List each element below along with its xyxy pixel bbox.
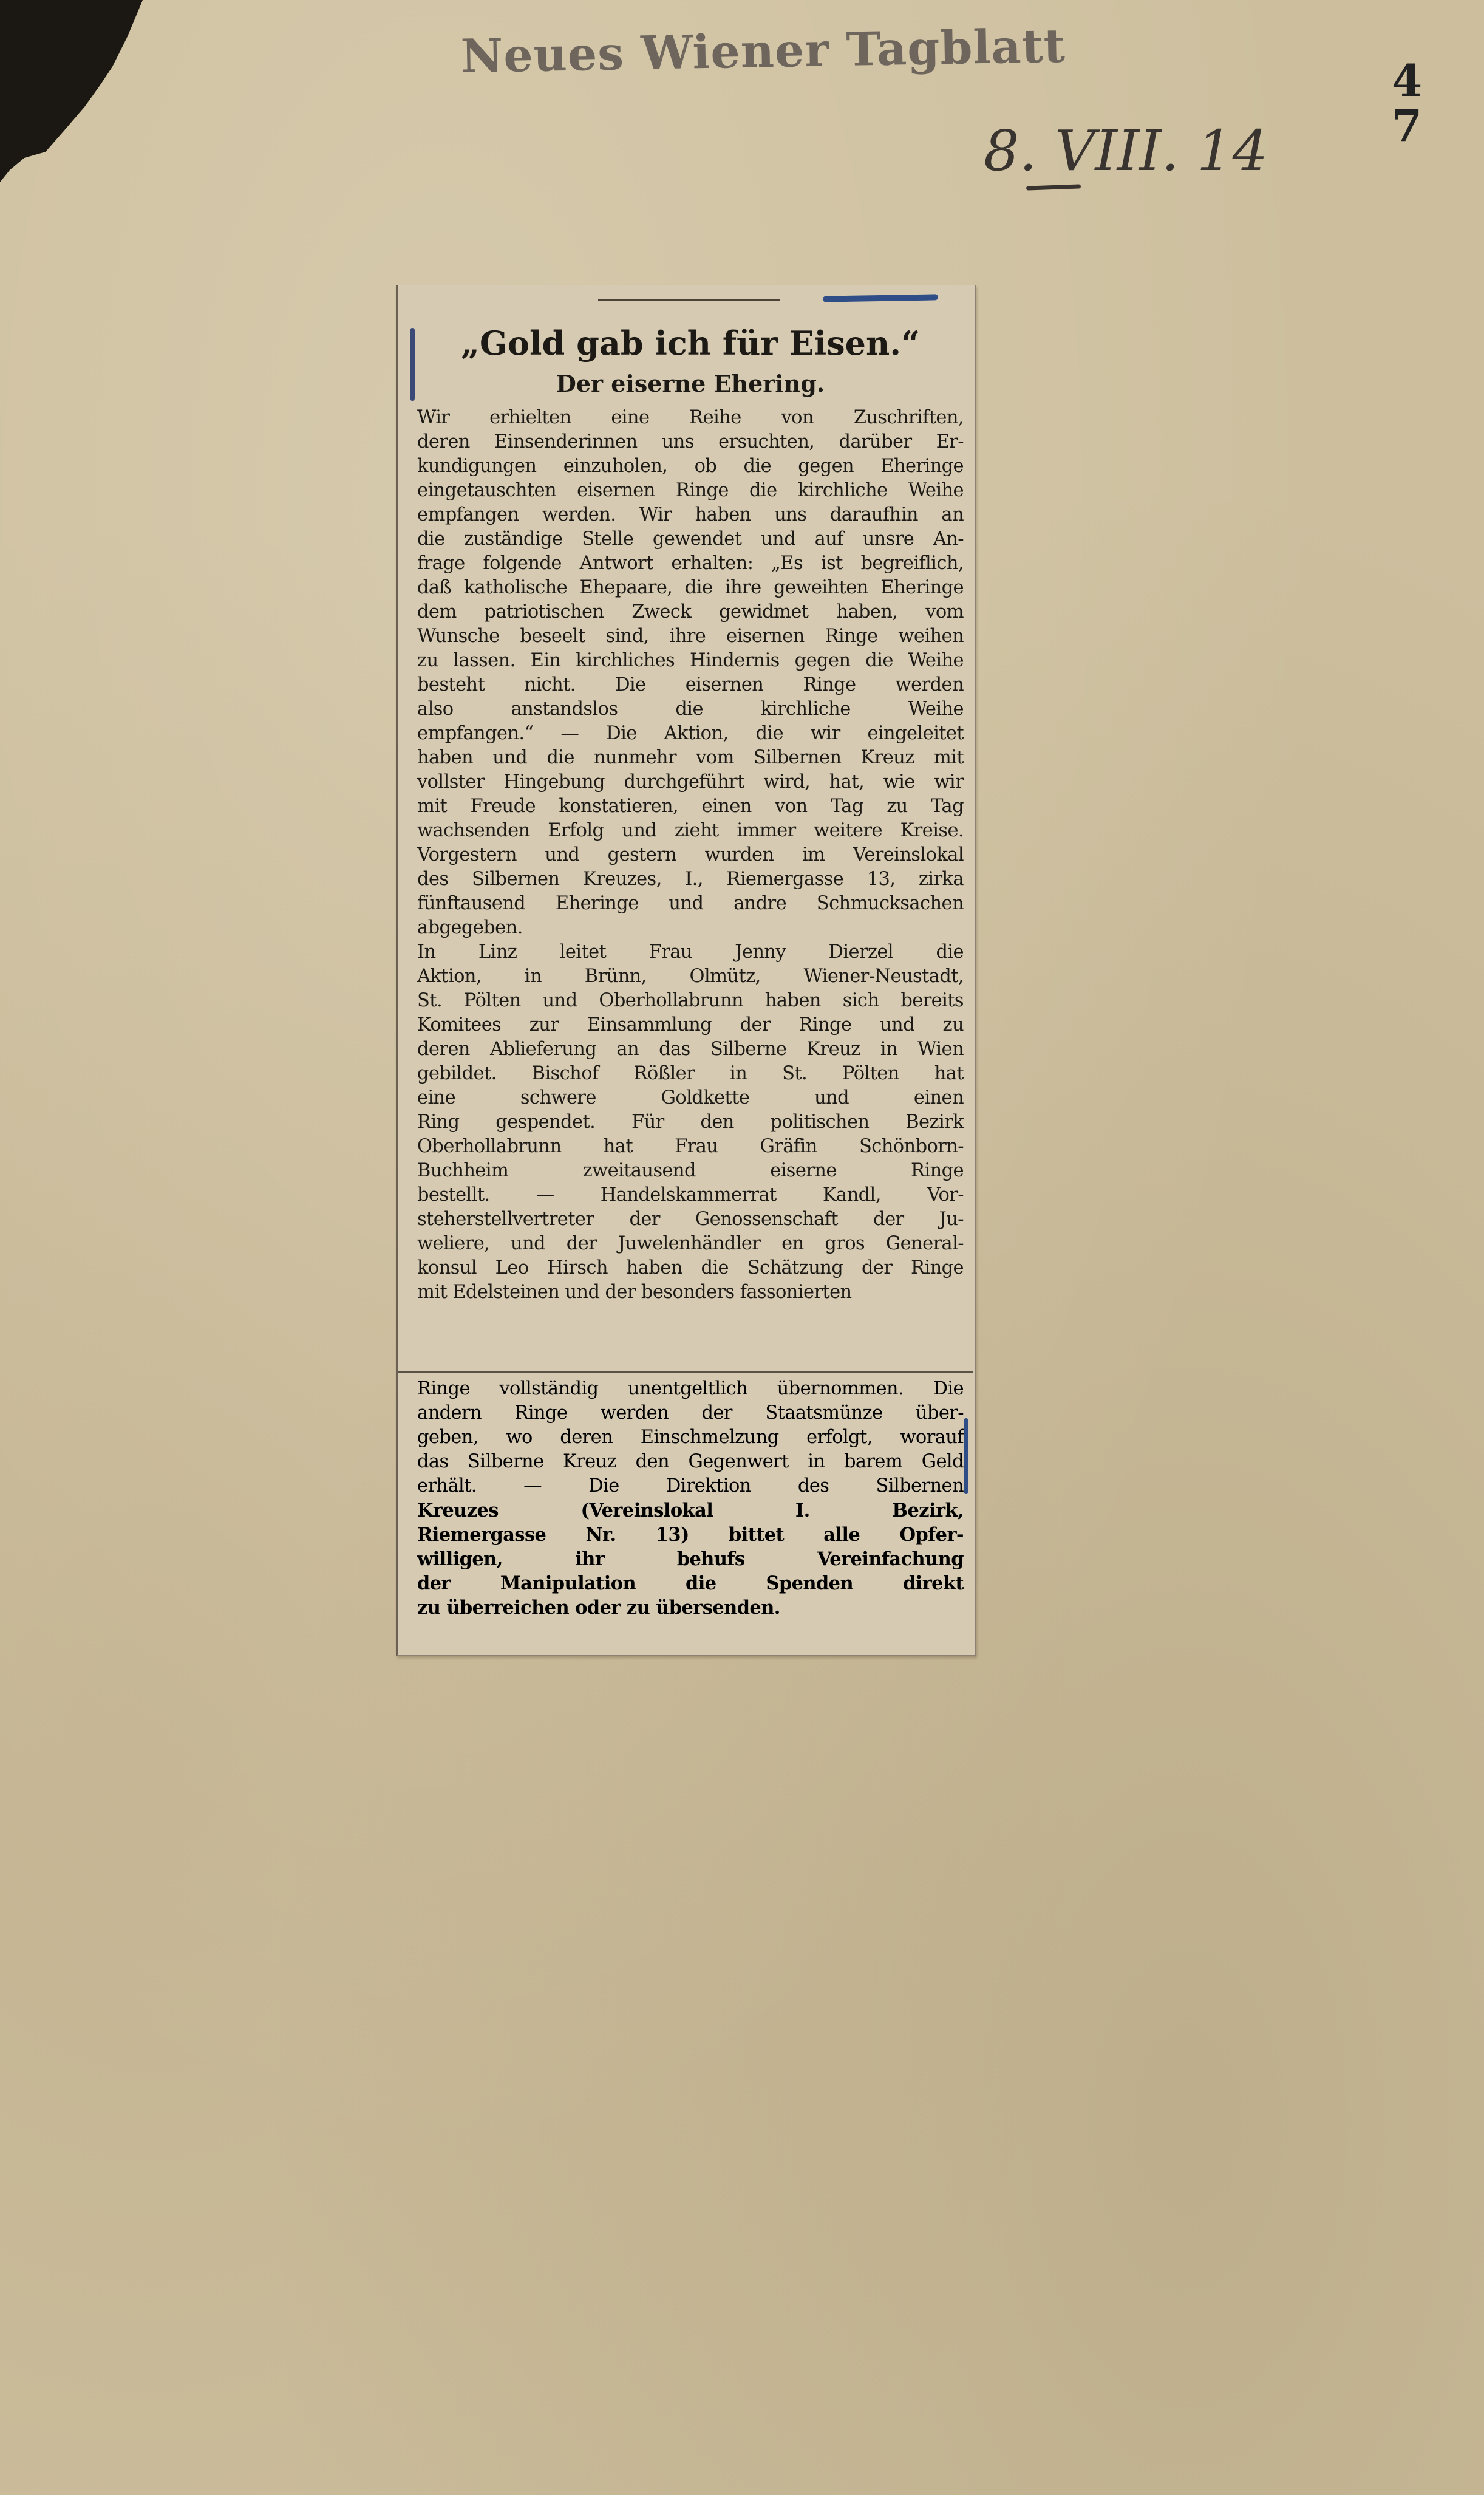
article-line: andern Ringe werden der Staatsmünze über-	[417, 1402, 964, 1424]
page-number-top: 4	[1391, 55, 1423, 106]
article-line: bestellt. — Handelskammerrat Kandl, Vor-	[417, 1184, 964, 1206]
article-line: eingetauschten eisernen Ringe die kirchliche Weihe	[417, 480, 964, 501]
article-line: besteht nicht. Die eisernen Ringe werden	[417, 674, 964, 695]
article-line: Ringe vollständig unentgeltlich übernommen. Die	[417, 1378, 964, 1399]
article-line: Wunsche beseelt sind, ihre eisernen Ringe weihen	[417, 626, 964, 647]
article-line: mit Freude konstatieren, einen von Tag zu Tag	[417, 796, 964, 817]
article-line: eine schwere Goldkette und einen	[417, 1087, 964, 1108]
blue-pencil-mark-top	[823, 294, 938, 302]
article-line: konsul Leo Hirsch haben die Schätzung der Ringe	[417, 1257, 964, 1278]
blue-pencil-mark-right	[964, 1418, 968, 1494]
newspaper-clipping	[396, 285, 976, 1656]
article-line: erhält. — Die Direktion des Silbernen	[417, 1475, 964, 1497]
article-body-continued	[417, 1377, 964, 1620]
article-line: der Manipulation die Spenden direkt	[417, 1572, 964, 1594]
article-line: willigen, ihr behufs Vereinfachung	[417, 1548, 964, 1570]
article-line: des Silbernen Kreuzes, I., Riemergasse 13, zirka	[417, 869, 964, 890]
article-line: dem patriotischen Zweck gewidmet haben, vom	[417, 601, 964, 623]
clipping-top-rule	[598, 299, 780, 301]
article-line: weliere, und der Juwelenhändler en gros General-	[417, 1233, 964, 1254]
article-line: zu überreichen oder zu übersenden.	[417, 1597, 780, 1619]
article-line: Buchheim zweitausend eiserne Ringe	[417, 1160, 964, 1181]
article-line: fünftausend Eheringe und andre Schmucksachen	[417, 893, 964, 914]
article-line: das Silberne Kreuz den Gegenwert in barem Geld	[417, 1451, 964, 1472]
article-line: vollster Hingebung durchgeführt wird, hat, wie wir	[417, 771, 964, 793]
article-line: kundigungen einzuholen, ob die gegen Eheringe	[417, 456, 964, 477]
article-line: Wir erhielten eine Reihe von Zuschriften,	[417, 407, 964, 428]
article-line: empfangen.“ — Die Aktion, die wir eingeleitet	[417, 723, 964, 744]
article-subheadline: Der eiserne Ehering.	[556, 370, 825, 397]
article-line: wachsenden Erfolg und zieht immer weitere Kreise.	[417, 820, 964, 841]
page-number-bottom: 7	[1391, 100, 1423, 151]
article-line: also anstandslos die kirchliche Weihe	[417, 698, 964, 720]
article-line: Ring gespendet. Für den politischen Bezirk	[417, 1111, 964, 1133]
article-line: Aktion, in Brünn, Olmütz, Wiener-Neustadt,	[417, 966, 964, 987]
article-line: Kreuzes (Vereinslokal I. Bezirk,	[417, 1500, 964, 1521]
article-line: St. Pölten und Oberhollabrunn haben sich bereits	[417, 990, 964, 1011]
article-line: Oberhollabrunn hat Frau Gräfin Schönborn-	[417, 1136, 964, 1157]
article-line: daß katholische Ehepaare, die ihre geweihten Eheringe	[417, 577, 964, 598]
article-line: Komitees zur Einsammlung der Ringe und zu	[417, 1014, 964, 1036]
article-line: geben, wo deren Einschmelzung erfolgt, worauf	[417, 1427, 964, 1448]
article-line: zu lassen. Ein kirchliches Hindernis gegen die Weihe	[417, 650, 964, 671]
article-line: mit Edelsteinen und der besonders fassonierten	[417, 1282, 852, 1303]
article-line: deren Einsenderinnen uns ersuchten, darüber Er-	[417, 431, 964, 452]
article-headline: „Gold gab ich für Eisen.“	[460, 324, 921, 363]
clipping-cut-line	[398, 1371, 973, 1373]
article-line: Riemergasse Nr. 13) bittet alle Opfer-	[417, 1524, 964, 1546]
article-body	[417, 406, 964, 1305]
article-line: abgegeben.	[417, 917, 523, 938]
blue-pencil-mark-left	[410, 328, 415, 401]
article-line: gebildet. Bischof Rößler in St. Pölten hat	[417, 1063, 964, 1084]
article-line: In Linz leitet Frau Jenny Dierzel die	[417, 941, 964, 963]
newspaper-name-stamp: Neues Wiener Tagblatt	[460, 18, 1066, 83]
handwritten-date: 8. VIII. 14	[984, 118, 1268, 183]
article-column-1	[417, 322, 964, 1305]
page-number	[1380, 55, 1434, 151]
article-line: haben und die nunmehr vom Silbernen Kreuz mit	[417, 747, 964, 768]
article-line: frage folgende Antwort erhalten: „Es ist begreiflich,	[417, 553, 964, 574]
article-line: deren Ablieferung an das Silberne Kreuz in Wien	[417, 1039, 964, 1060]
article-line: steherstellvertreter der Genossenschaft der Ju-	[417, 1209, 964, 1230]
article-line: die zuständige Stelle gewendet und auf unsre An-	[417, 528, 964, 550]
article-line: empfangen werden. Wir haben uns daraufhin an	[417, 504, 964, 525]
article-line: Vorgestern und gestern wurden im Vereinslokal	[417, 844, 964, 865]
